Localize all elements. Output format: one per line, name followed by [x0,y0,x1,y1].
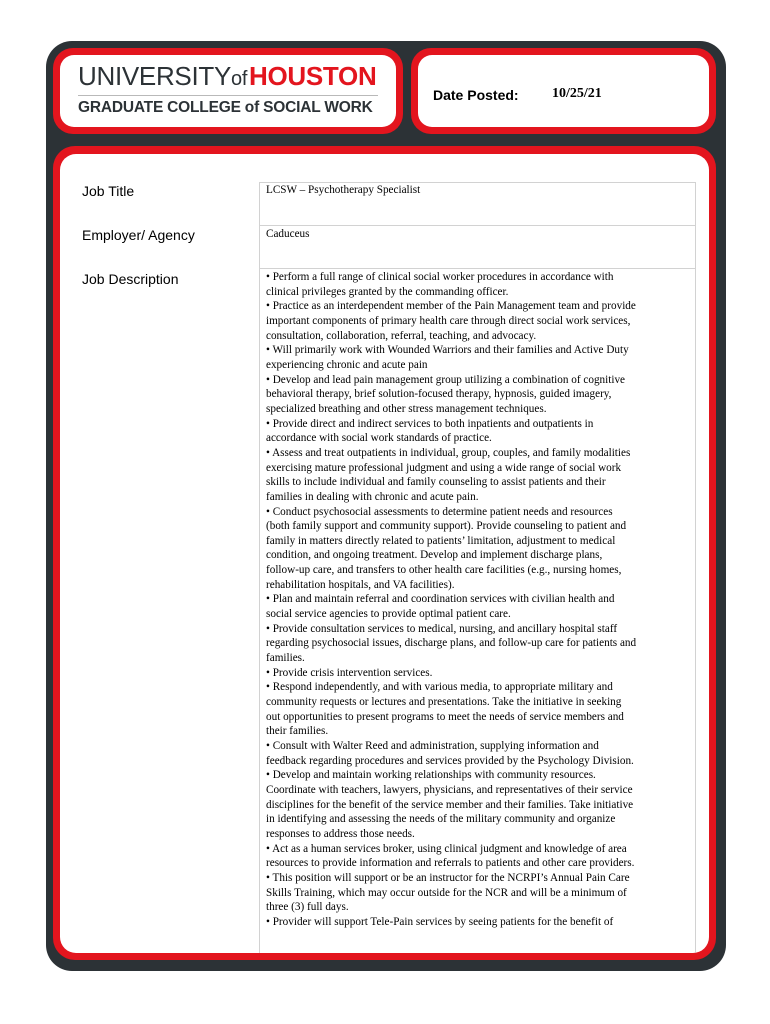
description-line: behavioral therapy, brief solution-focused therapy, hypnosis, guided imagery, [266,388,612,401]
employer-agency-label: Employer/ Agency [82,227,195,243]
description-line: • Act as a human services broker, using clinical judgment and knowledge of area [266,842,627,855]
description-line: exercising mature professional judgment and using a wide range of social work [266,461,622,474]
description-line: • Develop and lead pain management group utilizing a combination of cognitive [266,373,626,386]
description-line: • This position will support or be an instructor for the NCRPI’s Annual Pain Care [266,871,630,884]
description-line: out opportunities to present programs to meet the needs of service members and [266,710,624,723]
description-line: • Assess and treat outpatients in individual, group, couples, and family modalities [266,446,631,459]
description-line: family in matters directly related to patients’ limitation, adjustment to medical [266,534,616,547]
description-line: specialized breathing and other stress management techniques. [266,402,547,415]
description-line: • Consult with Walter Reed and administration, supplying information and [266,740,599,752]
job-description-label: Job Description [82,271,179,287]
university-logo-panel [53,48,403,134]
date-posted-panel [411,48,716,134]
description-line: follow-up care, and transfers to other health care facilities (e.g., nursing homes, [266,564,622,577]
logo-university-text: UNIVERSITY [78,61,232,91]
description-line: • Provide crisis intervention services. [266,666,433,679]
description-line: Coordinate with teachers, lawyers, physicians, and representatives of their service [266,783,633,796]
description-line: experiencing chronic and acute pain [266,358,428,371]
job-details-panel [53,146,716,960]
description-line: families. [266,652,305,665]
description-line: • Develop and maintain working relationships with community resources. [266,769,596,782]
date-posted-label: Date Posted: [433,87,519,103]
description-line: feedback regarding procedures and services provided by the Psychology Division. [266,754,634,767]
logo-divider [78,95,378,96]
description-line: families in dealing with chronic and acute pain. [266,490,479,503]
description-line: in identifying and assessing the needs of the military community and organize [266,813,616,826]
job-description-value [266,270,691,930]
description-line: rehabilitation hospitals, and VA facilities). [266,578,455,591]
description-line: three (3) full days. [266,901,349,914]
date-posted-value: 10/25/21 [552,86,602,101]
description-line: • Respond independently, and with various media, to appropriate military and [266,681,613,694]
description-line: • Plan and maintain referral and coordination services with civilian health and [266,593,615,606]
description-line: consultation, collaboration, referral, teaching, and advocacy. [266,329,537,342]
description-line: Skills Training, which may occur outside for the NCR and will be a minimum of [266,886,627,899]
logo-college-text: GRADUATE COLLEGE of SOCIAL WORK [78,99,373,116]
description-line: • Provide direct and indirect services to both inpatients and outpatients in [266,417,594,430]
description-line: responses to address those needs. [266,827,415,840]
employer-agency-value: Caduceus [266,228,310,240]
description-line: skills to include individual and family counseling to assist patients and their [266,476,606,489]
description-line: (both family support and community support). Provide counseling to patient and [266,520,627,533]
logo-of-text: of [231,68,248,90]
description-line: • Conduct psychosocial assessments to determine patient needs and resources [266,505,613,518]
description-line: clinical privileges granted by the commanding officer. [266,285,509,298]
description-line: disciplines for the benefit of the service member and their families. Take initiative [266,798,634,811]
job-title-value: LCSW – Psychotherapy Specialist [266,184,421,196]
description-line: • Provide consultation services to medical, nursing, and ancillary hospital staff [266,622,618,635]
description-line: accordance with social work standards of practice. [266,432,492,445]
logo-wordmark [78,61,376,94]
job-details-form [60,154,709,953]
description-line: • Provider will support Tele-Pain services by seeing patients for the benefit of [266,915,614,928]
description-line: important components of primary health care through direct social work services, [266,314,631,327]
description-line: • Will primarily work with Wounded Warriors and their families and Active Duty [266,344,629,357]
job-title-label: Job Title [82,183,135,199]
description-line: resources to provide information and referrals to patients and other care providers. [266,857,635,870]
description-line: • Practice as an interdependent member of the Pain Management team and provide [266,300,636,313]
description-line: social service agencies to provide optimal patient care. [266,608,511,621]
university-logo [60,55,396,127]
description-line: • Perform a full range of clinical social worker procedures in accordance with [266,271,614,283]
description-line: condition, and ongoing treatment. Develop and implement discharge plans, [266,549,603,562]
description-line: their families. [266,725,329,738]
description-line: regarding psychosocial issues, discharge plans, and follow-up care for patients and [266,637,637,650]
description-line: community requests or lectures and presentations. Take the initiative in seeking [266,696,622,709]
date-posted-inner [418,55,709,127]
logo-houston-text: HOUSTON [249,61,377,91]
